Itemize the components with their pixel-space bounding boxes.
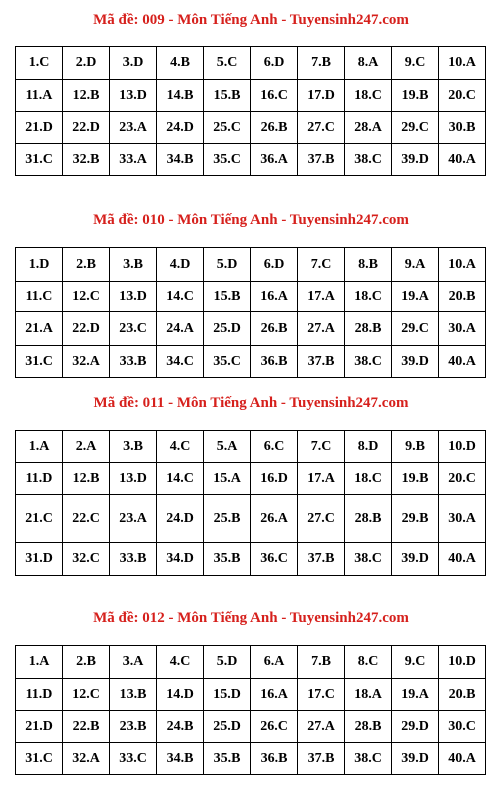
answer-cell: 8.B bbox=[345, 248, 392, 282]
table-row bbox=[16, 144, 486, 176]
table-row bbox=[16, 312, 486, 346]
answer-table-009 bbox=[15, 46, 486, 176]
answer-cell: 31.C bbox=[16, 346, 63, 378]
answer-table-012 bbox=[15, 645, 486, 775]
answer-cell: 16.A bbox=[251, 282, 298, 312]
answer-cell: 9.C bbox=[392, 47, 439, 80]
answer-cell: 26.B bbox=[251, 112, 298, 144]
answer-cell: 11.C bbox=[16, 282, 63, 312]
answer-cell: 35.C bbox=[204, 144, 251, 176]
answer-cell: 29.C bbox=[392, 312, 439, 346]
table-row bbox=[16, 743, 486, 775]
answer-cell: 11.A bbox=[16, 80, 63, 112]
answer-cell: 33.B bbox=[110, 346, 157, 378]
answer-cell: 29.C bbox=[392, 112, 439, 144]
answer-cell: 29.D bbox=[392, 711, 439, 743]
answer-cell: 29.B bbox=[392, 495, 439, 543]
answer-cell: 20.C bbox=[439, 80, 486, 112]
answer-cell: 10.A bbox=[439, 248, 486, 282]
answer-cell: 1.C bbox=[16, 47, 63, 80]
answer-cell: 18.C bbox=[345, 282, 392, 312]
answer-cell: 16.A bbox=[251, 679, 298, 711]
answer-cell: 22.B bbox=[63, 711, 110, 743]
answer-cell: 12.B bbox=[63, 80, 110, 112]
answer-cell: 19.B bbox=[392, 80, 439, 112]
answer-cell: 20.B bbox=[439, 282, 486, 312]
answer-cell: 15.A bbox=[204, 463, 251, 495]
answer-cell: 36.C bbox=[251, 543, 298, 576]
table-row bbox=[16, 495, 486, 543]
answer-cell: 1.A bbox=[16, 431, 63, 463]
answer-cell: 4.C bbox=[157, 646, 204, 679]
answer-cell: 6.D bbox=[251, 47, 298, 80]
answer-cell: 34.B bbox=[157, 743, 204, 775]
answer-cell: 21.A bbox=[16, 312, 63, 346]
answer-cell: 18.C bbox=[345, 80, 392, 112]
answer-cell: 19.A bbox=[392, 282, 439, 312]
answer-cell: 6.A bbox=[251, 646, 298, 679]
answer-cell: 7.C bbox=[298, 431, 345, 463]
answer-cell: 6.D bbox=[251, 248, 298, 282]
answer-cell: 4.C bbox=[157, 431, 204, 463]
answer-cell: 39.D bbox=[392, 543, 439, 576]
answer-cell: 9.B bbox=[392, 431, 439, 463]
answer-cell: 28.B bbox=[345, 711, 392, 743]
answer-cell: 35.B bbox=[204, 743, 251, 775]
answer-cell: 22.C bbox=[63, 495, 110, 543]
answer-cell: 12.B bbox=[63, 463, 110, 495]
answer-cell: 28.B bbox=[345, 495, 392, 543]
answer-cell: 36.B bbox=[251, 346, 298, 378]
answer-cell: 8.D bbox=[345, 431, 392, 463]
section-title-012: Mã đề: 012 - Môn Tiếng Anh - Tuyensinh247.com bbox=[93, 610, 409, 626]
answer-cell: 31.D bbox=[16, 543, 63, 576]
answer-cell: 1.A bbox=[16, 646, 63, 679]
answer-cell: 32.B bbox=[63, 144, 110, 176]
answer-cell: 20.B bbox=[439, 679, 486, 711]
answer-cell: 24.A bbox=[157, 312, 204, 346]
answer-cell: 23.A bbox=[110, 112, 157, 144]
answer-cell: 38.C bbox=[345, 543, 392, 576]
answer-cell: 16.D bbox=[251, 463, 298, 495]
answer-cell: 34.C bbox=[157, 346, 204, 378]
answer-cell: 35.B bbox=[204, 543, 251, 576]
answer-cell: 34.D bbox=[157, 543, 204, 576]
answer-cell: 36.B bbox=[251, 743, 298, 775]
answer-cell: 26.B bbox=[251, 312, 298, 346]
answer-cell: 30.C bbox=[439, 711, 486, 743]
answer-cell: 35.C bbox=[204, 346, 251, 378]
table-row bbox=[16, 47, 486, 80]
answer-cell: 5.D bbox=[204, 646, 251, 679]
answer-cell: 18.A bbox=[345, 679, 392, 711]
answer-cell: 39.D bbox=[392, 743, 439, 775]
answer-cell: 22.D bbox=[63, 112, 110, 144]
table-row bbox=[16, 711, 486, 743]
answer-cell: 40.A bbox=[439, 743, 486, 775]
table-row bbox=[16, 346, 486, 378]
answer-cell: 23.C bbox=[110, 312, 157, 346]
answer-cell: 7.B bbox=[298, 47, 345, 80]
answer-cell: 27.C bbox=[298, 495, 345, 543]
answer-cell: 14.C bbox=[157, 282, 204, 312]
answer-cell: 33.C bbox=[110, 743, 157, 775]
answer-cell: 10.D bbox=[439, 646, 486, 679]
answer-table-011 bbox=[15, 430, 486, 576]
answer-cell: 10.A bbox=[439, 47, 486, 80]
answer-cell: 27.C bbox=[298, 112, 345, 144]
answer-cell: 18.C bbox=[345, 463, 392, 495]
table-row bbox=[16, 646, 486, 679]
answer-cell: 25.D bbox=[204, 312, 251, 346]
answer-cell: 13.B bbox=[110, 679, 157, 711]
answer-cell: 30.B bbox=[439, 112, 486, 144]
answer-cell: 24.D bbox=[157, 495, 204, 543]
answer-cell: 9.A bbox=[392, 248, 439, 282]
answer-cell: 32.A bbox=[63, 743, 110, 775]
answer-cell: 37.B bbox=[298, 743, 345, 775]
answer-cell: 37.B bbox=[298, 543, 345, 576]
answer-cell: 21.D bbox=[16, 112, 63, 144]
answer-cell: 10.D bbox=[439, 431, 486, 463]
answer-cell: 2.B bbox=[63, 248, 110, 282]
answer-cell: 24.B bbox=[157, 711, 204, 743]
answer-table-010 bbox=[15, 247, 486, 378]
answer-cell: 31.C bbox=[16, 144, 63, 176]
answer-cell: 14.D bbox=[157, 679, 204, 711]
section-title-011: Mã đề: 011 - Môn Tiếng Anh - Tuyensinh247.com bbox=[93, 395, 409, 411]
answer-cell: 31.C bbox=[16, 743, 63, 775]
answer-cell: 11.D bbox=[16, 679, 63, 711]
answer-cell: 22.D bbox=[63, 312, 110, 346]
answer-cell: 36.A bbox=[251, 144, 298, 176]
table-row bbox=[16, 112, 486, 144]
answer-cell: 25.B bbox=[204, 495, 251, 543]
answer-cell: 6.C bbox=[251, 431, 298, 463]
answer-cell: 39.D bbox=[392, 144, 439, 176]
answer-cell: 17.D bbox=[298, 80, 345, 112]
answer-cell: 4.D bbox=[157, 248, 204, 282]
answer-cell: 12.C bbox=[63, 282, 110, 312]
answer-cell: 3.D bbox=[110, 47, 157, 80]
answer-cell: 2.A bbox=[63, 431, 110, 463]
answer-cell: 37.B bbox=[298, 346, 345, 378]
answer-cell: 13.D bbox=[110, 463, 157, 495]
answer-cell: 32.C bbox=[63, 543, 110, 576]
answer-cell: 16.C bbox=[251, 80, 298, 112]
answer-cell: 20.C bbox=[439, 463, 486, 495]
answer-cell: 4.B bbox=[157, 47, 204, 80]
answer-cell: 34.B bbox=[157, 144, 204, 176]
answer-cell: 23.B bbox=[110, 711, 157, 743]
answer-cell: 40.A bbox=[439, 543, 486, 576]
answer-cell: 3.B bbox=[110, 248, 157, 282]
answer-cell: 5.C bbox=[204, 47, 251, 80]
answer-cell: 15.B bbox=[204, 282, 251, 312]
answer-cell: 38.C bbox=[345, 346, 392, 378]
answer-cell: 27.A bbox=[298, 312, 345, 346]
answer-cell: 30.A bbox=[439, 312, 486, 346]
answer-cell: 28.B bbox=[345, 312, 392, 346]
answer-cell: 15.D bbox=[204, 679, 251, 711]
answer-cell: 9.C bbox=[392, 646, 439, 679]
answer-cell: 33.B bbox=[110, 543, 157, 576]
table-row bbox=[16, 463, 486, 495]
answer-cell: 17.A bbox=[298, 463, 345, 495]
answer-cell: 21.C bbox=[16, 495, 63, 543]
answer-cell: 30.A bbox=[439, 495, 486, 543]
table-row bbox=[16, 282, 486, 312]
answer-cell: 32.A bbox=[63, 346, 110, 378]
answer-cell: 1.D bbox=[16, 248, 63, 282]
answer-cell: 37.B bbox=[298, 144, 345, 176]
answer-cell: 14.C bbox=[157, 463, 204, 495]
answer-cell: 21.D bbox=[16, 711, 63, 743]
section-title-010: Mã đề: 010 - Môn Tiếng Anh - Tuyensinh247.com bbox=[93, 212, 409, 228]
answer-cell: 15.B bbox=[204, 80, 251, 112]
answer-cell: 2.D bbox=[63, 47, 110, 80]
answer-cell: 8.C bbox=[345, 646, 392, 679]
answer-cell: 14.B bbox=[157, 80, 204, 112]
answer-cell: 13.D bbox=[110, 282, 157, 312]
answer-cell: 12.C bbox=[63, 679, 110, 711]
answer-cell: 38.C bbox=[345, 144, 392, 176]
answer-cell: 5.A bbox=[204, 431, 251, 463]
answer-cell: 40.A bbox=[439, 144, 486, 176]
answer-cell: 17.C bbox=[298, 679, 345, 711]
answer-cell: 26.A bbox=[251, 495, 298, 543]
table-row bbox=[16, 431, 486, 463]
table-row bbox=[16, 248, 486, 282]
answer-cell: 11.D bbox=[16, 463, 63, 495]
answer-cell: 13.D bbox=[110, 80, 157, 112]
table-row bbox=[16, 80, 486, 112]
answer-cell: 17.A bbox=[298, 282, 345, 312]
answer-cell: 38.C bbox=[345, 743, 392, 775]
answer-cell: 3.B bbox=[110, 431, 157, 463]
section-title-009: Mã đề: 009 - Môn Tiếng Anh - Tuyensinh247.com bbox=[93, 12, 409, 28]
answer-cell: 2.B bbox=[63, 646, 110, 679]
answer-cell: 8.A bbox=[345, 47, 392, 80]
answer-cell: 19.B bbox=[392, 463, 439, 495]
answer-cell: 25.D bbox=[204, 711, 251, 743]
answer-cell: 19.A bbox=[392, 679, 439, 711]
answer-cell: 33.A bbox=[110, 144, 157, 176]
answer-cell: 5.D bbox=[204, 248, 251, 282]
table-row bbox=[16, 543, 486, 576]
answer-cell: 25.C bbox=[204, 112, 251, 144]
answer-cell: 28.A bbox=[345, 112, 392, 144]
answer-cell: 3.A bbox=[110, 646, 157, 679]
answer-cell: 40.A bbox=[439, 346, 486, 378]
answer-cell: 26.C bbox=[251, 711, 298, 743]
answer-cell: 27.A bbox=[298, 711, 345, 743]
table-row bbox=[16, 679, 486, 711]
answer-cell: 7.B bbox=[298, 646, 345, 679]
answer-cell: 39.D bbox=[392, 346, 439, 378]
answer-cell: 24.D bbox=[157, 112, 204, 144]
answer-cell: 23.A bbox=[110, 495, 157, 543]
answer-cell: 7.C bbox=[298, 248, 345, 282]
